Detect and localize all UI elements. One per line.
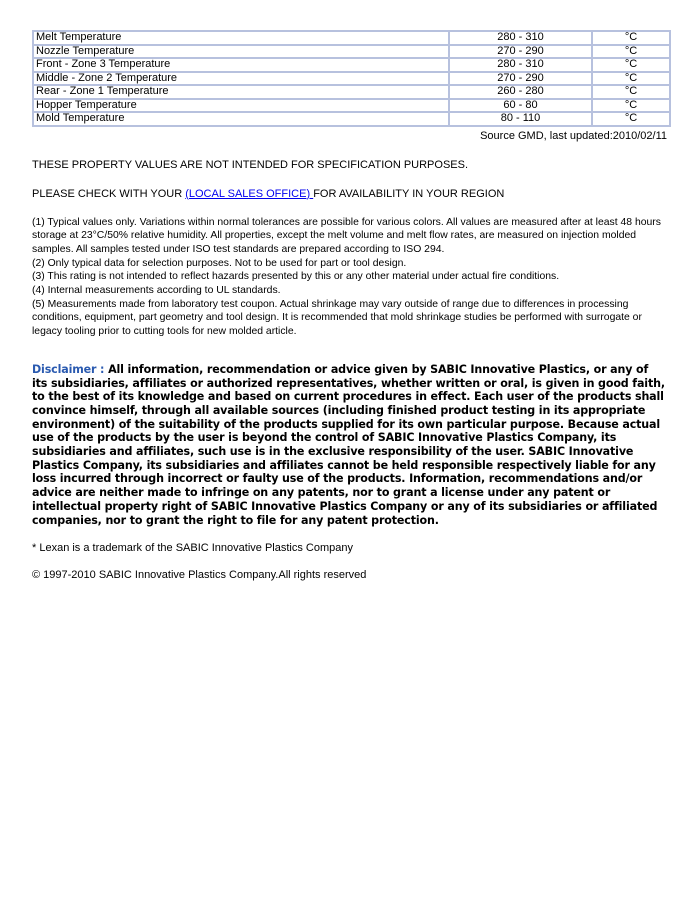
- property-unit: °C: [592, 58, 670, 72]
- footnote: (5) Measurements made from laboratory test coupon. Actual shrinkage may vary outside of range due to differences in processing conditions, equipment, part geometry and tool design. It is recommended that mold shrinkage studies be performed with surrogate or legacy tooling prior to cutting tools for new molded article.: [32, 298, 642, 338]
- property-unit: °C: [592, 112, 670, 126]
- processing-parameters-table: [32, 30, 671, 127]
- property-value: 280 - 310: [449, 31, 592, 45]
- property-name: Melt Temperature: [33, 31, 449, 45]
- property-name: Front - Zone 3 Temperature: [33, 58, 449, 72]
- data-source-note: Source GMD, last updated:2010/02/11: [480, 129, 667, 142]
- footnotes: [32, 216, 667, 339]
- trademark-note: * Lexan is a trademark of the SABIC Innovative Plastics Company: [32, 542, 353, 555]
- property-value: 280 - 310: [449, 58, 592, 72]
- table-row: [33, 99, 670, 113]
- footnote: (3) This rating is not intended to reflect hazards presented by this or any other material under actual fire conditions.: [32, 271, 560, 283]
- disclaimer-label: Disclaimer :: [32, 362, 109, 376]
- property-name: Nozzle Temperature: [33, 45, 449, 59]
- property-name: Hopper Temperature: [33, 99, 449, 113]
- copyright-notice: © 1997-2010 SABIC Innovative Plastics Company.All rights reserved: [32, 569, 367, 582]
- property-name: Rear - Zone 1 Temperature: [33, 85, 449, 99]
- datasheet-page: [32, 30, 667, 581]
- table-row: [33, 85, 670, 99]
- availability-suffix: FOR AVAILABILITY IN YOUR REGION: [313, 187, 505, 200]
- property-name: Mold Temperature: [33, 112, 449, 126]
- disclaimer: [32, 363, 667, 527]
- property-value: 60 - 80: [449, 99, 592, 113]
- property-unit: °C: [592, 31, 670, 45]
- property-value: 270 - 290: [449, 45, 592, 59]
- property-value: 270 - 290: [449, 72, 592, 86]
- specification-warning: THESE PROPERTY VALUES ARE NOT INTENDED FOR SPECIFICATION PURPOSES.: [32, 158, 469, 171]
- property-unit: °C: [592, 72, 670, 86]
- property-value: 80 - 110: [449, 112, 592, 126]
- footnote: (1) Typical values only. Variations within normal tolerances are possible for various colors. All values are measured after at least 48 hours storage at 23°C/50% relative humidity. All properties, except the melt volume and melt flow rates, are measured on injection molded samples. All samples tested under ISO test standards are prepared according to ISO 294.: [32, 216, 661, 255]
- disclaimer-text: All information, recommendation or advice given by SABIC Innovative Plastics, or any of its subsidiaries, affiliates or authorized representatives, whether written or oral, is given in good faith, to the best of its knowledge and based on current procedures in effect. Each user of the products shall convince himself, through all available sources (including finished product testing in its appropriate environment) of the suitability of the products supplied for its own particular purpose. Because actual use of the products by the user is beyond the control of SABIC Innovative Plastics Company, its subsidiaries and affiliates, such use is in the exclusive responsibility of the user. SABIC Innovative Plastics Company, its subsidiaries and affiliates cannot be held responsible respectively liable for any loss incurred through incorrect or faulty use of the products. Information, recommendations and/or advice are neither made to infringe on any patents, nor to grant a license under any patent or intellectual property right of SABIC Innovative Plastics Company or any of its subsidiaries or affiliated companies, nor to grant the right to file for any patent protection.: [32, 362, 665, 527]
- table-row: [33, 45, 670, 59]
- property-name: Middle - Zone 2 Temperature: [33, 72, 449, 86]
- property-unit: °C: [592, 99, 670, 113]
- property-unit: °C: [592, 85, 670, 99]
- table-row: [33, 58, 670, 72]
- availability-prefix: PLEASE CHECK WITH YOUR: [32, 187, 186, 200]
- table-row: [33, 72, 670, 86]
- property-value: 260 - 280: [449, 85, 592, 99]
- footnote: (2) Only typical data for selection purposes. Not to be used for part or tool design.: [32, 257, 407, 269]
- availability-notice: [32, 188, 667, 200]
- table-row: [33, 112, 670, 126]
- table-row: [33, 31, 670, 45]
- property-unit: °C: [592, 45, 670, 59]
- footnote: (4) Internal measurements according to UL standards.: [32, 285, 281, 297]
- local-sales-office-link[interactable]: (LOCAL SALES OFFICE): [185, 187, 314, 200]
